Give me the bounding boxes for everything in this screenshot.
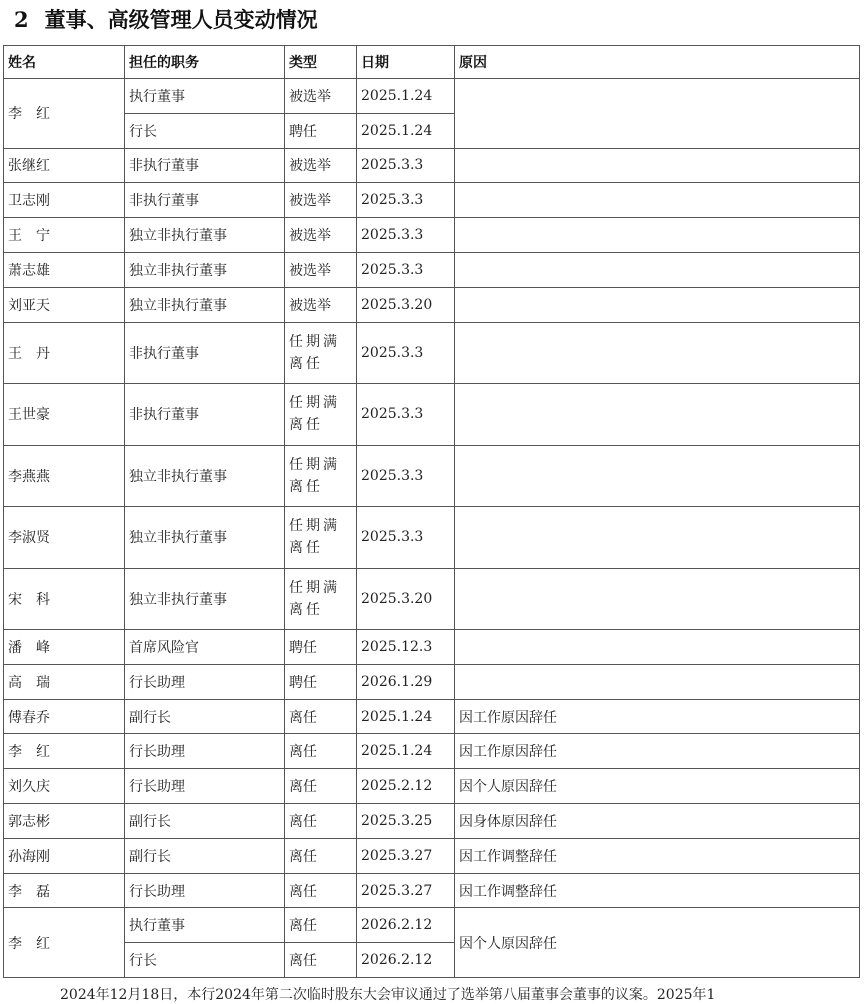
cell-type: 离任	[285, 734, 357, 769]
cell-date: 2025.3.27	[357, 838, 455, 873]
cell-type: 被选举	[285, 79, 357, 114]
cell-date: 2025.3.20	[357, 287, 455, 322]
cell-name: 潘 峰	[4, 630, 125, 665]
cell-name: 李淑贤	[4, 507, 125, 569]
cell-date: 2025.1.24	[357, 113, 455, 148]
table-row	[4, 630, 860, 665]
cell-position: 副行长	[125, 838, 285, 873]
table-row	[4, 148, 860, 183]
section-title: 董事、高级管理人员变动情况	[44, 7, 318, 32]
cell-position: 非执行董事	[125, 322, 285, 384]
cell-type: 任期满离任	[285, 384, 357, 446]
cell-position: 独立非执行董事	[125, 252, 285, 287]
cell-reason: 因个人原因辞任	[455, 908, 860, 978]
cell-position: 独立非执行董事	[125, 287, 285, 322]
cell-date: 2025.3.3	[357, 148, 455, 183]
cell-type: 离任	[285, 699, 357, 734]
cell-position: 独立非执行董事	[125, 568, 285, 630]
table-row	[4, 769, 860, 804]
cell-date: 2025.3.3	[357, 252, 455, 287]
cell-reason	[455, 252, 860, 287]
cell-date: 2025.1.24	[357, 699, 455, 734]
cell-type: 聘任	[285, 630, 357, 665]
table-row	[4, 218, 860, 253]
cell-position: 非执行董事	[125, 183, 285, 218]
table-row	[4, 252, 860, 287]
cell-type: 离任	[285, 943, 357, 978]
cell-reason: 因工作原因辞任	[455, 699, 860, 734]
cell-position: 非执行董事	[125, 148, 285, 183]
cell-reason: 因工作原因辞任	[455, 734, 860, 769]
cell-name: 李 红	[4, 908, 125, 978]
cell-name: 萧志雄	[4, 252, 125, 287]
section-heading	[14, 4, 318, 36]
header-name: 姓名	[4, 46, 125, 79]
cell-type: 任期满离任	[285, 507, 357, 569]
table-row	[4, 287, 860, 322]
cell-position: 独立非执行董事	[125, 507, 285, 569]
cell-reason: 因身体原因辞任	[455, 804, 860, 839]
cell-reason	[455, 79, 860, 149]
table-row	[4, 804, 860, 839]
cell-position: 行长助理	[125, 769, 285, 804]
cell-date: 2025.12.3	[357, 630, 455, 665]
cell-name: 刘久庆	[4, 769, 125, 804]
cell-type: 被选举	[285, 148, 357, 183]
table-row	[4, 664, 860, 699]
table-row	[4, 445, 860, 507]
cell-name: 孙海刚	[4, 838, 125, 873]
personnel-changes-table	[3, 45, 860, 978]
cell-name: 张继红	[4, 148, 125, 183]
cell-date: 2025.1.24	[357, 79, 455, 114]
cell-reason	[455, 568, 860, 630]
cell-type: 聘任	[285, 664, 357, 699]
table-row	[4, 908, 860, 943]
cell-date: 2025.3.27	[357, 873, 455, 908]
cell-date: 2025.3.3	[357, 218, 455, 253]
cell-date: 2025.3.20	[357, 568, 455, 630]
cell-date: 2025.3.3	[357, 183, 455, 218]
cell-date: 2025.3.3	[357, 384, 455, 446]
cell-reason	[455, 287, 860, 322]
cell-type: 离任	[285, 769, 357, 804]
cell-date: 2025.2.12	[357, 769, 455, 804]
cell-type: 被选举	[285, 218, 357, 253]
cell-name: 高 瑞	[4, 664, 125, 699]
header-type: 类型	[285, 46, 357, 79]
cell-type: 离任	[285, 838, 357, 873]
cell-position: 行长助理	[125, 664, 285, 699]
cell-position: 行长	[125, 943, 285, 978]
table-row	[4, 699, 860, 734]
table-header-row	[4, 46, 860, 79]
cell-reason	[455, 630, 860, 665]
cell-position: 行长助理	[125, 734, 285, 769]
cell-name: 卫志刚	[4, 183, 125, 218]
cell-date: 2026.2.12	[357, 908, 455, 943]
cell-type: 被选举	[285, 252, 357, 287]
cell-date: 2026.2.12	[357, 943, 455, 978]
section-number: 2	[14, 7, 29, 32]
cell-position: 行长助理	[125, 873, 285, 908]
cell-position: 行长	[125, 113, 285, 148]
cell-name: 王 宁	[4, 218, 125, 253]
cell-reason: 因个人原因辞任	[455, 769, 860, 804]
cell-date: 2026.1.29	[357, 664, 455, 699]
table-row	[4, 79, 860, 114]
table-row	[4, 873, 860, 908]
cell-date: 2025.3.3	[357, 507, 455, 569]
header-reason: 原因	[455, 46, 860, 79]
cell-type: 任期满离任	[285, 445, 357, 507]
cell-type: 被选举	[285, 287, 357, 322]
table-row	[4, 568, 860, 630]
footer-paragraph: 2024年12月18日，本行2024年第二次临时股东大会审议通过了选举第八届董事会董事的议案。2025年1	[60, 987, 716, 1003]
cell-name: 傅春乔	[4, 699, 125, 734]
cell-position: 首席风险官	[125, 630, 285, 665]
cell-reason	[455, 384, 860, 446]
cell-position: 独立非执行董事	[125, 218, 285, 253]
table-row	[4, 384, 860, 446]
cell-position: 副行长	[125, 699, 285, 734]
cell-position: 执行董事	[125, 79, 285, 114]
cell-name: 刘亚天	[4, 287, 125, 322]
cell-reason	[455, 183, 860, 218]
cell-reason	[455, 507, 860, 569]
cell-name: 王世豪	[4, 384, 125, 446]
cell-name: 李 磊	[4, 873, 125, 908]
cell-type: 离任	[285, 908, 357, 943]
cell-reason	[455, 664, 860, 699]
cell-name: 王 丹	[4, 322, 125, 384]
table-row	[4, 838, 860, 873]
cell-name: 李燕燕	[4, 445, 125, 507]
cell-reason	[455, 445, 860, 507]
cell-type: 离任	[285, 873, 357, 908]
cell-name: 宋 科	[4, 568, 125, 630]
table-row	[4, 322, 860, 384]
table-row	[4, 183, 860, 218]
cell-position: 执行董事	[125, 908, 285, 943]
cell-type: 任期满离任	[285, 322, 357, 384]
cell-name: 郭志彬	[4, 804, 125, 839]
cell-date: 2025.3.3	[357, 445, 455, 507]
cell-type: 被选举	[285, 183, 357, 218]
cell-type: 离任	[285, 804, 357, 839]
table-row	[4, 507, 860, 569]
table-row	[4, 734, 860, 769]
header-date: 日期	[357, 46, 455, 79]
cell-name: 李 红	[4, 79, 125, 149]
cell-reason	[455, 218, 860, 253]
cell-reason	[455, 148, 860, 183]
cell-name: 李 红	[4, 734, 125, 769]
cell-reason: 因工作调整辞任	[455, 873, 860, 908]
cell-type: 聘任	[285, 113, 357, 148]
cell-reason	[455, 322, 860, 384]
cell-position: 非执行董事	[125, 384, 285, 446]
cell-date: 2025.3.25	[357, 804, 455, 839]
cell-type: 任期满离任	[285, 568, 357, 630]
cell-date: 2025.1.24	[357, 734, 455, 769]
cell-reason: 因工作调整辞任	[455, 838, 860, 873]
cell-position: 副行长	[125, 804, 285, 839]
cell-position: 独立非执行董事	[125, 445, 285, 507]
cell-date: 2025.3.3	[357, 322, 455, 384]
header-position: 担任的职务	[125, 46, 285, 79]
